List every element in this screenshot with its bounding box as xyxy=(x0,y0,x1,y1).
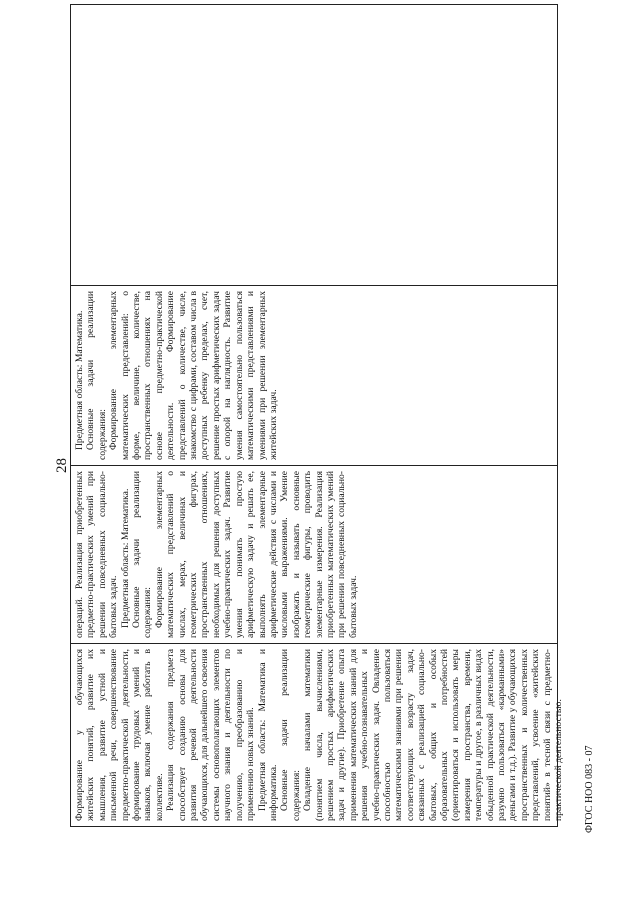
column-3-paragraph: Формирование элементарных математических представлений: о форме, величине, количестве, пространственных отношениях на основе предметно-практической деятельности. Формирование представлений о количестве, числе, знакомство с цифрами, составом числа в доступных ребенку пределах, счет, решение простых арифметических задач с опорой на наглядность. Развитие умения самостоятельно пользоваться математическими представлениями и умениями при решении элементарных житейских задач. xyxy=(108,291,279,460)
column-1-paragraph: Формирование у обучающихся житейских понятий, развитие их мышления, развитие устной и письменной речи, совершенствование предметно-практической деятельности, формирование трудовых умений и навыков, включая умение работать в коллективе. xyxy=(74,649,165,821)
column-2-paragraph: Формирование элементарных математических представлений о числах, мерах, величинах и геометрических фигурах, пространственных отношениях, необходимых для решения доступных учебно-практических задач. Развитие умения понимать простую арифметическую задачу и решать ее, выполнять элементарные арифметические действия с числами и числовыми выражениями. Умение изображать и называть основные геометрические фигуры, проводить элементарные измерения. Реализация приобретенных математических умений при решении повседневных социально-бытовых задач. xyxy=(153,471,359,638)
column-2-paragraph: операций. Реализация приобретенных предметно-практических умений при решении повседневных социально-бытовых задач. xyxy=(74,471,120,638)
column-1-paragraph: Предметная область: Математика и информатика. xyxy=(256,649,279,821)
document-code: ФГОС НОО 083 - 07 xyxy=(584,745,595,833)
column-1-text xyxy=(74,649,564,821)
column-2-paragraph: Предметная область: Математика. xyxy=(119,488,131,628)
standards-table xyxy=(70,4,565,827)
column-3-paragraph: Предметная область: Математика. xyxy=(74,310,85,450)
table-column-2 xyxy=(71,465,557,643)
column-1-paragraph: Овладение началами математики (понятием числа, вычислениями, решением простых арифметических задач и другие). Приобретение опыта применения математических знаний для решения учебно-познавательных и учебно-практических задач. Овладение способностью пользоваться математическими знаниями при решении соответствующих возрасту задач, связанных с реализацией социально-бытовых, общих и особых образовательных потребностей (ориентироваться и использовать меры измерения пространства, времени, температуры и другое, в различных видах обыденной практической деятельности, разумно пользоваться «карманными» деньгами и т.д.). Развитие у обучающихся пространственных и количественных представлений, усвоение «житейских понятий» в тесной связи с предметно-практической деятельностью. xyxy=(302,649,565,821)
column-1-paragraph: Основные задачи реализации содержания: xyxy=(279,649,302,821)
table-column-4-empty xyxy=(71,5,557,285)
column-3-paragraph: Основные задачи реализации содержания: xyxy=(85,291,108,460)
column-2-paragraph: Основные задачи реализации содержания: xyxy=(131,471,154,638)
page-number: 28 xyxy=(54,458,70,473)
table-column-3 xyxy=(71,285,557,465)
table-column-1 xyxy=(71,643,565,826)
column-3-text xyxy=(74,291,279,460)
column-2-text xyxy=(74,471,359,638)
column-1-paragraph: Реализация содержания предмета способствует созданию основы для развития речевой деятельности обучающихся, для дальнейшего освоения системы основополагающих элементов научного знания и деятельности по получению, преобразованию и применению новых знаний. xyxy=(165,649,257,821)
